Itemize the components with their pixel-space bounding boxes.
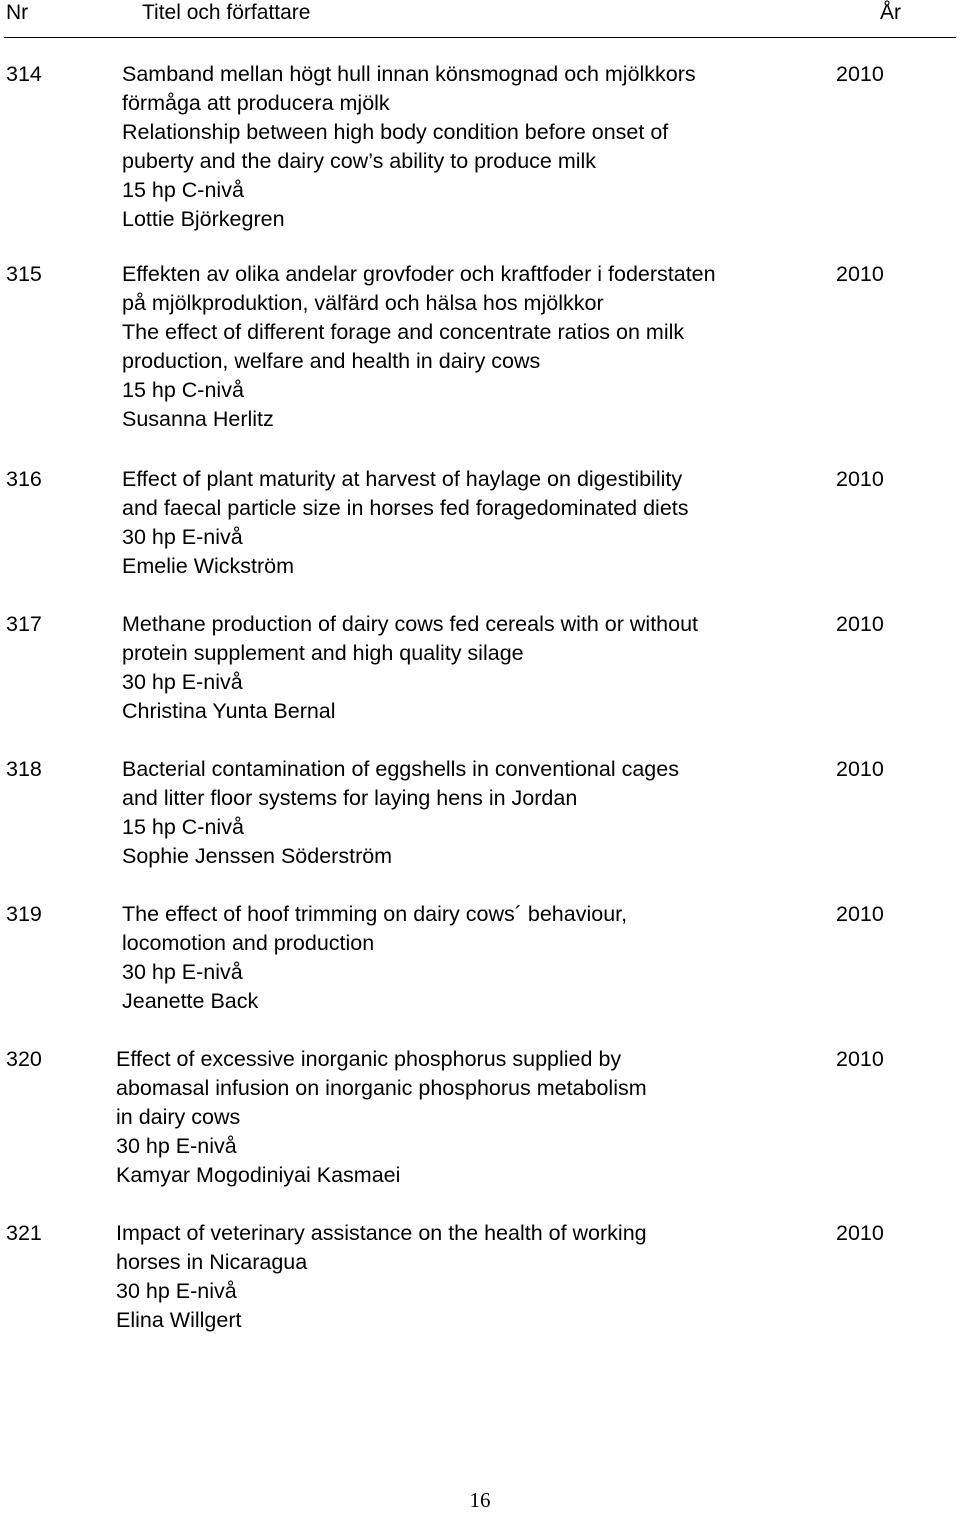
entry-line: puberty and the dairy cow’s ability to produce milk — [122, 149, 597, 173]
thesis-list — [0, 60, 960, 1332]
entry-line: Effekten av olika andelar grovfoder och kraftfoder i foderstaten — [122, 262, 716, 286]
entry-text — [122, 610, 822, 726]
entry-author: Christina Yunta Bernal — [122, 699, 336, 723]
entry-author: Elina Willgert — [116, 1308, 242, 1332]
entry-line: förmåga att producera mjölk — [122, 91, 390, 115]
entry-line: The effect of different forage and concentrate ratios on milk — [122, 320, 685, 344]
list-item — [0, 465, 960, 578]
entry-text — [122, 260, 822, 434]
entry-text — [122, 755, 822, 871]
header-title: Titel och författare — [142, 1, 311, 24]
entry-level: 15 hp C-nivå — [122, 815, 244, 839]
list-item — [0, 260, 960, 431]
entry-line: production, welfare and health in dairy cows — [122, 349, 541, 373]
entry-author: Sophie Jenssen Söderström — [122, 844, 393, 868]
entry-text — [122, 900, 822, 1016]
entry-line: Bacterial contamination of eggshells in conventional cages — [122, 757, 679, 781]
entry-author: Jeanette Back — [122, 989, 259, 1013]
entry-line: abomasal infusion on inorganic phosphorus metabolism — [116, 1076, 647, 1100]
header-year: År — [880, 1, 901, 24]
entry-number: 318 — [6, 757, 42, 781]
entry-level: 30 hp E-nivå — [116, 1134, 237, 1158]
entry-line: Samband mellan högt hull innan könsmognad och mjölkkors — [122, 62, 696, 86]
entry-number: 315 — [6, 262, 42, 286]
entry-line: protein supplement and high quality silage — [122, 641, 524, 665]
entry-line: locomotion and production — [122, 931, 375, 955]
entry-line: and faecal particle size in horses fed foragedominated diets — [122, 496, 689, 520]
entry-author: Lottie Björkegren — [122, 207, 285, 231]
entry-line: Methane production of dairy cows fed cereals with or without — [122, 612, 699, 636]
entry-year: 2010 — [836, 1221, 884, 1245]
entry-level: 30 hp E-nivå — [122, 960, 243, 984]
entry-year: 2010 — [836, 262, 884, 286]
entry-year: 2010 — [836, 757, 884, 781]
list-item — [0, 900, 960, 1013]
entry-author: Emelie Wickström — [122, 554, 295, 578]
entry-line: and litter floor systems for laying hens in Jordan — [122, 786, 578, 810]
entry-level: 15 hp C-nivå — [122, 178, 244, 202]
entry-text — [122, 60, 822, 234]
entry-line: horses in Nicaragua — [116, 1250, 308, 1274]
entry-text — [116, 1045, 816, 1190]
entry-text — [116, 1219, 816, 1335]
list-item — [0, 755, 960, 868]
entry-line: Impact of veterinary assistance on the health of working — [116, 1221, 647, 1245]
entry-line: Relationship between high body condition before onset of — [122, 120, 669, 144]
header-divider — [4, 37, 956, 38]
entry-line: The effect of hoof trimming on dairy cows´ behaviour, — [122, 902, 628, 926]
entry-line: in dairy cows — [116, 1105, 241, 1129]
page-number: 16 — [469, 1488, 491, 1512]
entry-level: 30 hp E-nivå — [116, 1279, 237, 1303]
entry-number: 317 — [6, 612, 42, 636]
entry-level: 15 hp C-nivå — [122, 378, 244, 402]
entry-level: 30 hp E-nivå — [122, 525, 243, 549]
list-item — [0, 1045, 960, 1187]
entry-author: Kamyar Mogodiniyai Kasmaei — [116, 1163, 401, 1187]
entry-author: Susanna Herlitz — [122, 407, 274, 431]
entry-year: 2010 — [836, 902, 884, 926]
entry-number: 319 — [6, 902, 42, 926]
entry-line: Effect of excessive inorganic phosphorus supplied by — [116, 1047, 622, 1071]
list-item — [0, 610, 960, 723]
entry-line: på mjölkproduktion, välfärd och hälsa hos mjölkkor — [122, 291, 604, 315]
table-header — [0, 0, 960, 30]
header-nr: Nr — [6, 1, 29, 24]
entry-line: Effect of plant maturity at harvest of haylage on digestibility — [122, 467, 683, 491]
entry-number: 316 — [6, 467, 42, 491]
entry-number: 320 — [6, 1047, 42, 1071]
entry-year: 2010 — [836, 467, 884, 491]
list-item — [0, 60, 960, 231]
entry-year: 2010 — [836, 1047, 884, 1071]
entry-number: 314 — [6, 62, 42, 86]
entry-level: 30 hp E-nivå — [122, 670, 243, 694]
entry-year: 2010 — [836, 612, 884, 636]
entry-year: 2010 — [836, 62, 884, 86]
entry-text — [122, 465, 822, 581]
entry-number: 321 — [6, 1221, 42, 1245]
list-item — [0, 1219, 960, 1332]
